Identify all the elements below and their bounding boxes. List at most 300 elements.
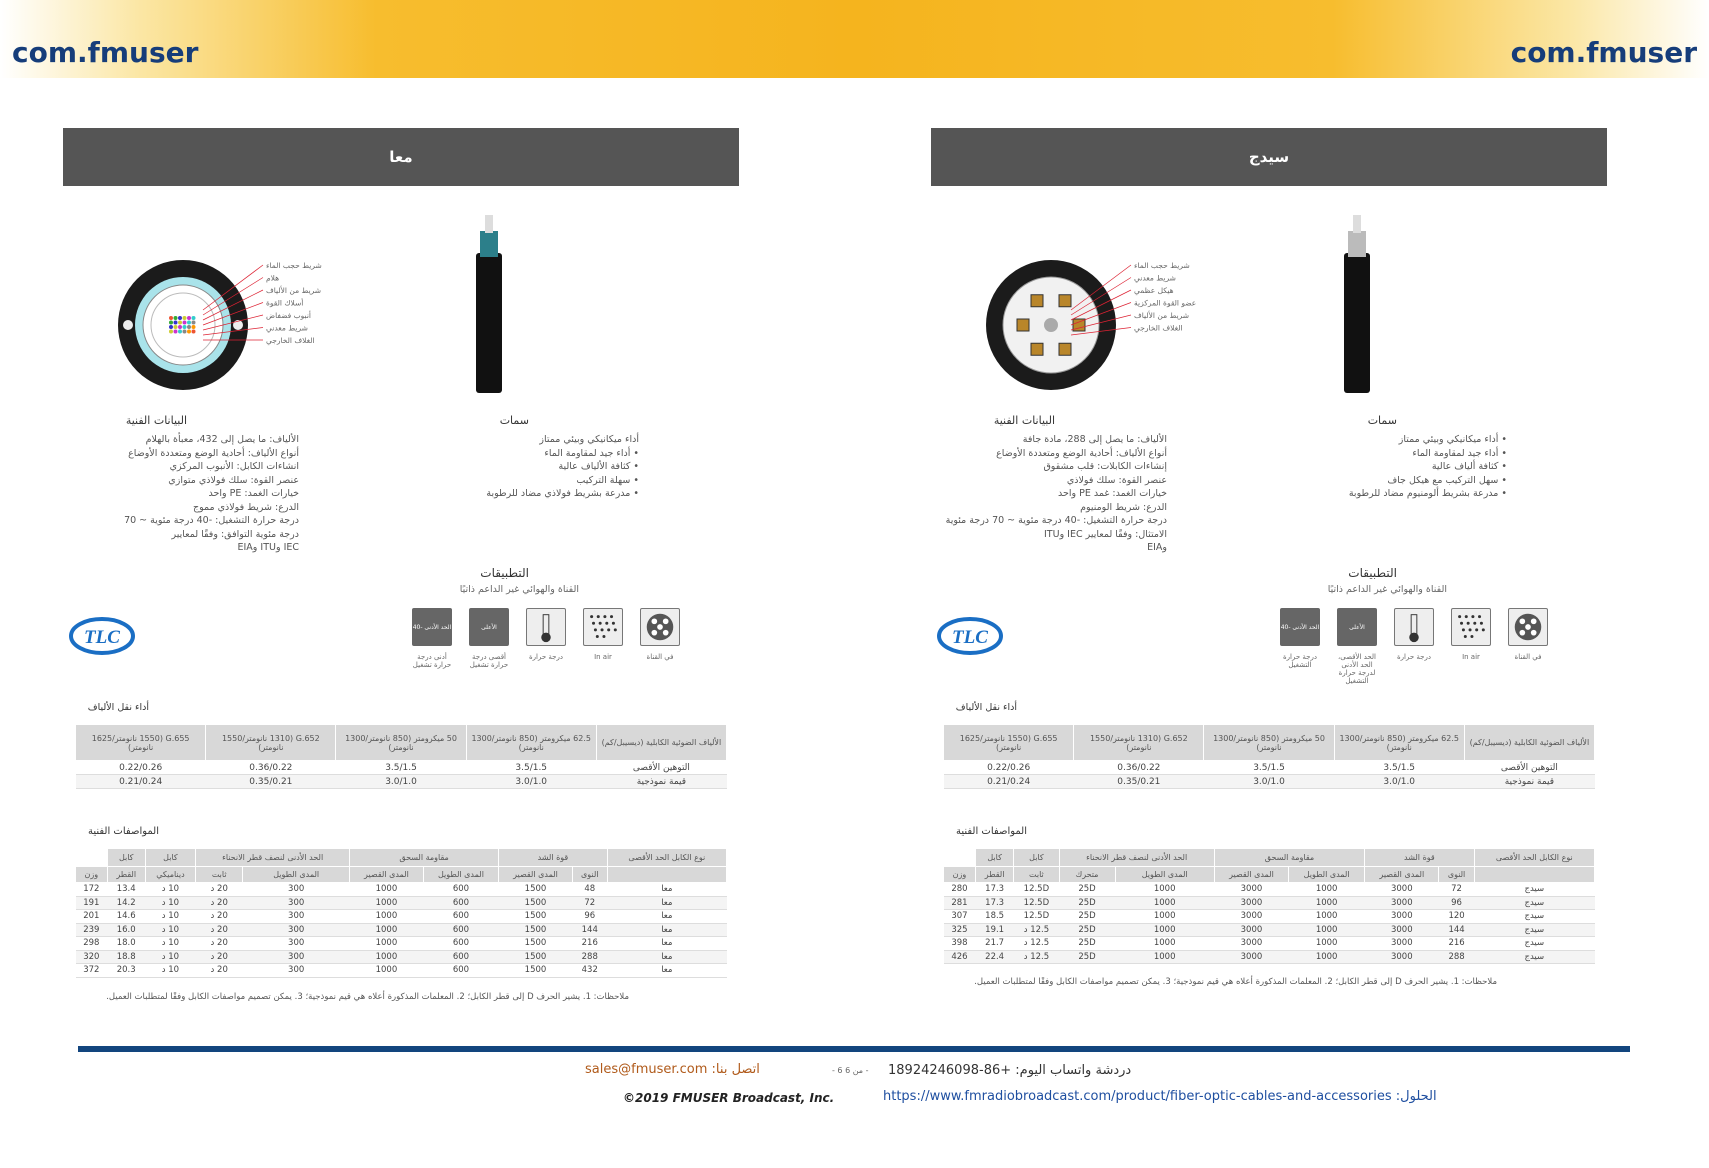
features-lines	[469, 433, 639, 501]
spec-cell: 12.5D	[1014, 883, 1059, 897]
tech-line: الألياف: ما يصل إلى 288، مادة جافة	[1022, 434, 1167, 445]
spec-cell: 1000	[1289, 896, 1365, 910]
spec-cell: 1500	[499, 950, 573, 964]
spec-cell: 10 د	[145, 964, 195, 978]
layer-label: شريط من الألياف	[1134, 311, 1190, 320]
spec-cell: 307	[944, 910, 976, 924]
table-row	[76, 883, 727, 897]
thermometer-icon	[1394, 608, 1434, 646]
spec-header-cell: كابل	[1014, 849, 1059, 867]
spec-cell: 10 د	[145, 937, 195, 951]
layer-label: الغلاف الخارجي	[1134, 323, 1183, 333]
tech-line: خيارات الغمد: PE واحد	[208, 488, 299, 499]
spec-cell: 600	[423, 896, 498, 910]
tech-line: أنواع الألياف: أحادية الوضع ومتعددة الأوضاع	[128, 447, 299, 459]
layer-label: شريط حجب الماء	[266, 261, 322, 270]
table-row	[76, 910, 727, 924]
spec-cell: 25D	[1059, 923, 1115, 937]
tech-line: الدرع: شريط الومنيوم	[1080, 501, 1167, 513]
spec-cell: 1000	[1289, 937, 1365, 951]
spec-cell: 1000	[350, 937, 424, 951]
tech-line: وEIA	[1147, 542, 1167, 553]
icon-label: In air	[1462, 653, 1480, 661]
spec-cell: 17.3	[975, 896, 1013, 910]
spec-cell: 600	[423, 950, 498, 964]
perf-cell: 0.35/0.21	[1074, 775, 1204, 789]
spec-cell: 300	[243, 964, 350, 978]
spec-cell: 12.5 د	[1014, 950, 1059, 964]
spec-subheader-cell: المدى الطويل	[1115, 867, 1214, 883]
perf-cell: 3.0/1.0	[1204, 775, 1334, 789]
perf-header-cell: G.655 (1550 نانومتر/1625 نانومتر)	[944, 725, 1074, 761]
spec-cell: 17.3	[975, 883, 1013, 897]
header-band	[0, 0, 1709, 78]
whatsapp-chat: دردشة واتساب اليوم: +86-18924246098	[888, 1063, 1132, 1078]
spec-subheader-cell: متحرك	[1059, 867, 1115, 883]
tech-line: درجة حرارة التشغيل: -40 درجة مئوية ~ 70 درجة مئوية	[945, 515, 1167, 526]
spec-header-cell: الحد الأدنى لنصف قطر الانحناء	[1059, 849, 1214, 867]
spec-table	[943, 848, 1595, 964]
spec-subheader-cell: المدى القصير	[499, 867, 573, 883]
layer-label: أنبوب فضفاض	[266, 311, 311, 320]
spec-header-cell: قوة الشد	[499, 849, 608, 867]
feature-line: • أداء جيد لمقاومة الماء	[544, 447, 639, 459]
layer-label: شريط معدني	[1134, 273, 1176, 283]
spec-cell: سيدج	[1474, 896, 1594, 910]
logo-text: TLC	[84, 627, 120, 648]
perf-cell: 0.36/0.22	[1074, 761, 1204, 775]
spec-cell: 1500	[499, 883, 573, 897]
tech-line: خيارات الغمد: غمد PE واحد	[1058, 488, 1167, 499]
tech-line: الدرع: شريط فولاذي مموج	[192, 501, 299, 513]
spec-cell: 1000	[350, 910, 424, 924]
spec-cell: 14.6	[107, 910, 145, 924]
feature-line: أداء ميكانيكي وبيئي ممتاز	[539, 434, 639, 445]
feature-line: • أداء ميكانيكي وبيئي ممتاز	[1398, 434, 1507, 445]
product-title-bar: معا	[63, 128, 739, 186]
perf-cell: 0.36/0.22	[206, 761, 336, 775]
table-row	[944, 923, 1595, 937]
product-column-right	[931, 128, 1607, 1008]
spec-heading: المواصفات الفنية	[955, 826, 1027, 837]
spec-cell: 18.0	[107, 937, 145, 951]
perf-cell: 0.35/0.21	[206, 775, 336, 789]
feature-line: • كثافة الألياف عالية	[558, 461, 639, 472]
spec-cell: 600	[423, 923, 498, 937]
features-heading: سمات	[1367, 414, 1397, 427]
spec-notes: ملاحظات: 1. يشير الحرف D إلى قطر الكابل؛ 2. المعلمات المذكورة أعلاه هي قيم نموذجية؛ 3. يمكن تصميم مواصفات الكابل وفقًا لمتطلبات العميل.	[106, 991, 629, 1002]
spec-subheader-cell: ديناميكي	[145, 867, 195, 883]
contact-email[interactable]: اتصل بنا: sales@fmuser.com	[585, 1062, 760, 1077]
spec-cell: 3000	[1365, 937, 1439, 951]
layer-label: شريط حجب الماء	[1134, 261, 1190, 270]
spec-cell: 3000	[1365, 883, 1439, 897]
spec-cell: 25D	[1059, 950, 1115, 964]
perf-cell: 0.22/0.26	[944, 761, 1074, 775]
tech-line: درجة حرارة التشغيل: -40 درجة مئوية ~ 70	[124, 515, 299, 526]
spec-cell: 12.5 د	[1014, 923, 1059, 937]
brand-left: com.fmuser	[12, 36, 199, 69]
spec-subheader-cell: المدى الطويل	[243, 867, 350, 883]
spec-cell: 144	[572, 923, 607, 937]
spec-cell: 10 د	[145, 896, 195, 910]
spec-cell: 300	[243, 910, 350, 924]
spec-cell: 3000	[1214, 910, 1288, 924]
spec-cell: سيدج	[1474, 883, 1594, 897]
spec-cell: 1000	[1289, 883, 1365, 897]
spec-cell: 25D	[1059, 910, 1115, 924]
spec-cell: 72	[1439, 883, 1474, 897]
spec-notes: ملاحظات: 1. يشير الحرف D إلى قطر الكابل؛ 2. المعلمات المذكورة أعلاه هي قيم نموذجية؛ 3. يمكن تصميم مواصفات الكابل وفقًا لمتطلبات العميل.	[974, 977, 1497, 987]
spec-cell: 25D	[1059, 896, 1115, 910]
perf-table	[75, 724, 727, 789]
perf-header-cell: 50 ميكرومتر (850 نانومتر/1300 نانومتر)	[336, 725, 466, 761]
tech-data-heading: البيانات الفنية	[125, 414, 187, 427]
spec-cell: 325	[944, 923, 976, 937]
cable-cross-section	[118, 240, 388, 410]
spec-subheader-cell: ثابت	[1014, 867, 1059, 883]
spec-cell: 1000	[1115, 937, 1214, 951]
spec-cell: 398	[944, 937, 976, 951]
footer-divider	[78, 1046, 1630, 1052]
tech-line: عنصر القوة: سلك فولاذي	[1066, 474, 1167, 486]
table-row	[944, 761, 1595, 775]
page-number: - 6 من 6 -	[832, 1066, 869, 1075]
perf-cell: قيمة نموذجية	[596, 775, 726, 789]
icon-text: الأعلى	[481, 623, 497, 631]
spec-cell: 10 د	[145, 883, 195, 897]
logo-text: TLC	[952, 627, 988, 648]
spec-header-cell: نوع الكابل الحد الأقصى	[607, 849, 726, 867]
spec-cell: 3000	[1365, 896, 1439, 910]
spec-cell: 1000	[1115, 896, 1214, 910]
spec-cell: 1000	[1115, 910, 1214, 924]
layer-label: شريط معدني	[266, 323, 308, 333]
spec-cell: 1000	[350, 964, 424, 978]
layer-label: أسلاك القوة	[266, 298, 304, 308]
spec-cell: 10 د	[145, 910, 195, 924]
spec-cell: 300	[243, 883, 350, 897]
tech-data-lines	[937, 433, 1167, 555]
spec-cell: 1500	[499, 937, 573, 951]
apps-heading: التطبيقات	[480, 566, 529, 580]
spec-cell: 96	[572, 910, 607, 924]
spec-cell: 3000	[1365, 910, 1439, 924]
spec-heading: المواصفات الفنية	[87, 826, 159, 837]
icon-text: الحد الأدنى -40	[1280, 623, 1320, 631]
spec-subheader-cell: المدى الطويل	[423, 867, 498, 883]
spec-subheader-cell: المدى القصير	[1365, 867, 1439, 883]
spec-header-cell: قوة الشد	[1365, 849, 1474, 867]
spec-cell: 300	[243, 950, 350, 964]
spec-header-cell: مقاومة السحق	[350, 849, 499, 867]
spec-header-cell: كابل	[145, 849, 195, 867]
spec-cell: 320	[76, 950, 108, 964]
tech-line: انشاءات الكابل: الأنبوب المركزي	[169, 461, 299, 472]
icon-text: الأعلى	[1349, 623, 1365, 631]
layer-label: الغلاف الخارجي	[266, 336, 315, 345]
feature-line: • سهلة التركيب	[576, 474, 639, 486]
spec-cell: 201	[76, 910, 108, 924]
spec-cell: 1500	[499, 910, 573, 924]
tech-data-heading: البيانات الفنية	[993, 414, 1055, 427]
spec-cell: 1000	[1115, 923, 1214, 937]
tech-line: أنواع الألياف: أحادية الوضع ومتعددة الأوضاع	[996, 447, 1167, 459]
spec-cell: 600	[423, 883, 498, 897]
layer-label: شريط من الألياف	[266, 286, 322, 295]
spec-cell: 372	[76, 964, 108, 978]
tech-line: إنشاءات الكابلات: قلب مشقوق	[1043, 461, 1167, 472]
spec-cell: 239	[76, 923, 108, 937]
icon-label: أقصى درجة حرارة تشغيل	[469, 653, 509, 669]
spec-cell: 600	[423, 937, 498, 951]
table-row	[944, 937, 1595, 951]
table-row	[944, 950, 1595, 964]
cable-cross-section	[986, 240, 1256, 410]
icon-label: In air	[594, 653, 612, 661]
spec-cell: 20 د	[196, 923, 243, 937]
spec-cell: 21.7	[975, 937, 1013, 951]
spec-cell: 216	[1439, 937, 1474, 951]
perf-table	[943, 724, 1595, 789]
table-row	[76, 923, 727, 937]
spec-cell: 72	[572, 896, 607, 910]
spec-cell: 18.5	[975, 910, 1013, 924]
solution-link[interactable]: الحلول: https://www.fmradiobroadcast.com/product/fiber-optic-cables-and-accessories	[883, 1089, 1437, 1104]
spec-cell: 1000	[350, 923, 424, 937]
min-temp-icon	[412, 608, 452, 646]
spec-cell: 288	[572, 950, 607, 964]
tech-line: عنصر القوة: سلك فولاذي متوازي	[168, 474, 299, 486]
spec-cell: 3000	[1214, 923, 1288, 937]
spec-cell: 1000	[350, 950, 424, 964]
air-icon	[583, 608, 623, 646]
spec-cell: 3000	[1214, 896, 1288, 910]
perf-header-cell: الألياف الضوئية الكابلية (ديسيبل/كم)	[1464, 725, 1594, 761]
spec-cell: 22.4	[975, 950, 1013, 964]
spec-table	[75, 848, 727, 978]
table-row	[944, 775, 1595, 789]
min-temp-icon	[1280, 608, 1320, 646]
conduit-icon	[640, 608, 680, 646]
spec-cell: 1000	[350, 896, 424, 910]
spec-cell: معا	[607, 937, 726, 951]
features-heading: سمات	[499, 414, 529, 427]
perf-header-cell: 62.5 ميكرومتر (850 نانومتر/1300 نانومتر)	[1334, 725, 1464, 761]
spec-cell: 288	[1439, 950, 1474, 964]
spec-cell: سيدج	[1474, 950, 1594, 964]
conduit-icon	[1508, 608, 1548, 646]
layer-label: هلام	[266, 273, 280, 283]
max-temp-icon	[469, 608, 509, 646]
perf-header-cell: G.655 (1550 نانومتر/1625 نانومتر)	[76, 725, 206, 761]
spec-cell: 426	[944, 950, 976, 964]
spec-cell: 13.4	[107, 883, 145, 897]
spec-subheader-cell: النوى	[572, 867, 607, 883]
spec-subheader-cell: القطر	[975, 867, 1013, 883]
spec-cell: 1000	[1289, 923, 1365, 937]
spec-cell: 3000	[1214, 937, 1288, 951]
feature-line: • سهل التركيب مع هيكل جاف	[1387, 474, 1507, 486]
apps-heading: التطبيقات	[1348, 566, 1397, 580]
spec-subheader-cell: المدى القصير	[1214, 867, 1288, 883]
perf-cell: 3.5/1.5	[1334, 761, 1464, 775]
perf-cell: 3.0/1.0	[336, 775, 466, 789]
spec-cell: 25D	[1059, 937, 1115, 951]
spec-subheader-cell: المدى الطويل	[1289, 867, 1365, 883]
spec-cell: 20.3	[107, 964, 145, 978]
perf-cell: 0.22/0.26	[76, 761, 206, 775]
layer-label: عضو القوة المركزية	[1134, 298, 1197, 308]
perf-heading: أداء نقل الألياف	[87, 702, 149, 713]
table-row	[76, 761, 727, 775]
spec-cell: 20 د	[196, 896, 243, 910]
perf-cell: قيمة نموذجية	[1464, 775, 1594, 789]
spec-cell: 3000	[1214, 950, 1288, 964]
spec-cell: 1000	[1115, 883, 1214, 897]
perf-header-cell: الألياف الضوئية الكابلية (ديسيبل/كم)	[596, 725, 726, 761]
perf-heading: أداء نقل الألياف	[955, 702, 1017, 713]
icon-label: أدنى درجة حرارة تشغيل	[412, 653, 452, 669]
perf-cell: 0.21/0.24	[944, 775, 1074, 789]
spec-cell: 281	[944, 896, 976, 910]
spec-cell: 191	[76, 896, 108, 910]
icon-label: الحد الأقصى، الحد الأدنى لدرجة حرارة التشغيل	[1338, 653, 1376, 685]
spec-cell: 1500	[499, 896, 573, 910]
features-lines	[1337, 433, 1507, 501]
spec-cell: 14.2	[107, 896, 145, 910]
spec-cell: 120	[1439, 910, 1474, 924]
table-row	[76, 950, 727, 964]
spec-cell: 300	[243, 896, 350, 910]
copyright: ©2019 FMUSER Broadcast, Inc.	[623, 1091, 835, 1105]
spec-cell: 10 د	[145, 950, 195, 964]
spec-cell: معا	[607, 923, 726, 937]
table-row	[76, 896, 727, 910]
table-row	[76, 937, 727, 951]
spec-cell: 48	[572, 883, 607, 897]
cable-photo	[1326, 213, 1386, 393]
spec-cell: 12.5D	[1014, 910, 1059, 924]
spec-subheader-cell	[607, 867, 726, 883]
table-row	[76, 775, 727, 789]
spec-cell: 12.5D	[1014, 896, 1059, 910]
cable-photo	[458, 213, 518, 393]
spec-cell: 144	[1439, 923, 1474, 937]
spec-cell: معا	[607, 964, 726, 978]
spec-cell: 12.5 د	[1014, 937, 1059, 951]
perf-cell: 3.0/1.0	[1334, 775, 1464, 789]
perf-header-cell: G.652 (1310 نانومتر/1550 نانومتر)	[1074, 725, 1204, 761]
spec-cell: 300	[243, 923, 350, 937]
spec-cell: 1000	[1115, 950, 1214, 964]
spec-cell: 3000	[1365, 923, 1439, 937]
spec-cell: 20 د	[196, 950, 243, 964]
spec-cell: سيدج	[1474, 910, 1594, 924]
layer-label: هيكل عظمي	[1134, 286, 1174, 295]
spec-subheader-cell: وزن	[944, 867, 976, 883]
spec-cell: معا	[607, 910, 726, 924]
tech-line: الألياف: ما يصل إلى 432، معبأة بالهلام	[145, 434, 299, 445]
spec-cell: 20 د	[196, 910, 243, 924]
spec-subheader-cell: النوى	[1439, 867, 1474, 883]
perf-cell: 0.21/0.24	[76, 775, 206, 789]
tlc-logo	[937, 616, 1003, 656]
spec-header-cell: كابل	[107, 849, 145, 867]
spec-cell: 1500	[499, 964, 573, 978]
feature-line: • كثافة ألياف عالية	[1431, 461, 1507, 472]
product-title-bar: سيدج	[931, 128, 1607, 186]
table-row	[944, 883, 1595, 897]
table-row	[944, 910, 1595, 924]
spec-cell: 19.1	[975, 923, 1013, 937]
spec-cell: سيدج	[1474, 937, 1594, 951]
spec-cell: 10 د	[145, 923, 195, 937]
spec-cell: 298	[76, 937, 108, 951]
spec-header-cell: كابل	[975, 849, 1013, 867]
spec-cell: معا	[607, 896, 726, 910]
spec-cell: 16.0	[107, 923, 145, 937]
apps-subtitle: القناة والهوائي غير الداعم ذاتيًا	[459, 584, 579, 595]
spec-cell: سيدج	[1474, 923, 1594, 937]
spec-cell: 300	[243, 937, 350, 951]
thermometer-icon	[526, 608, 566, 646]
spec-cell: 1000	[350, 883, 424, 897]
spec-header-cell: الحد الأدنى لنصف قطر الانحناء	[196, 849, 350, 867]
feature-line: • مدرعة بشريط فولاذي مضاد للرطوبة	[486, 488, 639, 499]
spec-cell: 25D	[1059, 883, 1115, 897]
spec-subheader-cell: المدى القصير	[350, 867, 424, 883]
spec-cell: 20 د	[196, 964, 243, 978]
spec-cell: 18.8	[107, 950, 145, 964]
perf-cell: 3.0/1.0	[466, 775, 596, 789]
brand-right: com.fmuser	[1510, 36, 1697, 69]
spec-cell: 216	[572, 937, 607, 951]
perf-cell: التوهين الأقصى	[1464, 761, 1594, 775]
icon-label: في القناة	[1514, 653, 1542, 661]
feature-line: • أداء جيد لمقاومة الماء	[1412, 447, 1507, 459]
spec-subheader-cell: ثابت	[196, 867, 243, 883]
table-row	[76, 964, 727, 978]
spec-subheader-cell	[1474, 867, 1594, 883]
max-temp-icon	[1337, 608, 1377, 646]
product-column-left	[63, 128, 739, 1008]
tech-data-lines	[69, 433, 299, 555]
spec-cell: 3000	[1214, 883, 1288, 897]
feature-line: • مدرعة بشريط ألومنيوم مضاد للرطوبة	[1348, 488, 1507, 499]
table-row	[944, 896, 1595, 910]
spec-cell: 1500	[499, 923, 573, 937]
spec-cell: 600	[423, 964, 498, 978]
perf-header-cell: 62.5 ميكرومتر (850 نانومتر/1300 نانومتر)	[466, 725, 596, 761]
perf-cell: 3.5/1.5	[1204, 761, 1334, 775]
icon-text: الحد الأدنى -40	[412, 623, 452, 631]
spec-subheader-cell: وزن	[76, 867, 108, 883]
spec-cell: 20 د	[196, 883, 243, 897]
perf-cell: 3.5/1.5	[466, 761, 596, 775]
perf-cell: 3.5/1.5	[336, 761, 466, 775]
spec-cell: 432	[572, 964, 607, 978]
icon-label: درجة حرارة	[529, 653, 563, 661]
spec-cell: 96	[1439, 896, 1474, 910]
icon-label: في القناة	[646, 653, 674, 661]
air-icon	[1451, 608, 1491, 646]
spec-cell: 600	[423, 910, 498, 924]
tech-line: IEC وITU وEIA	[237, 542, 299, 553]
spec-header-cell: مقاومة السحق	[1214, 849, 1364, 867]
spec-cell: معا	[607, 883, 726, 897]
spec-subheader-cell: القطر	[107, 867, 145, 883]
